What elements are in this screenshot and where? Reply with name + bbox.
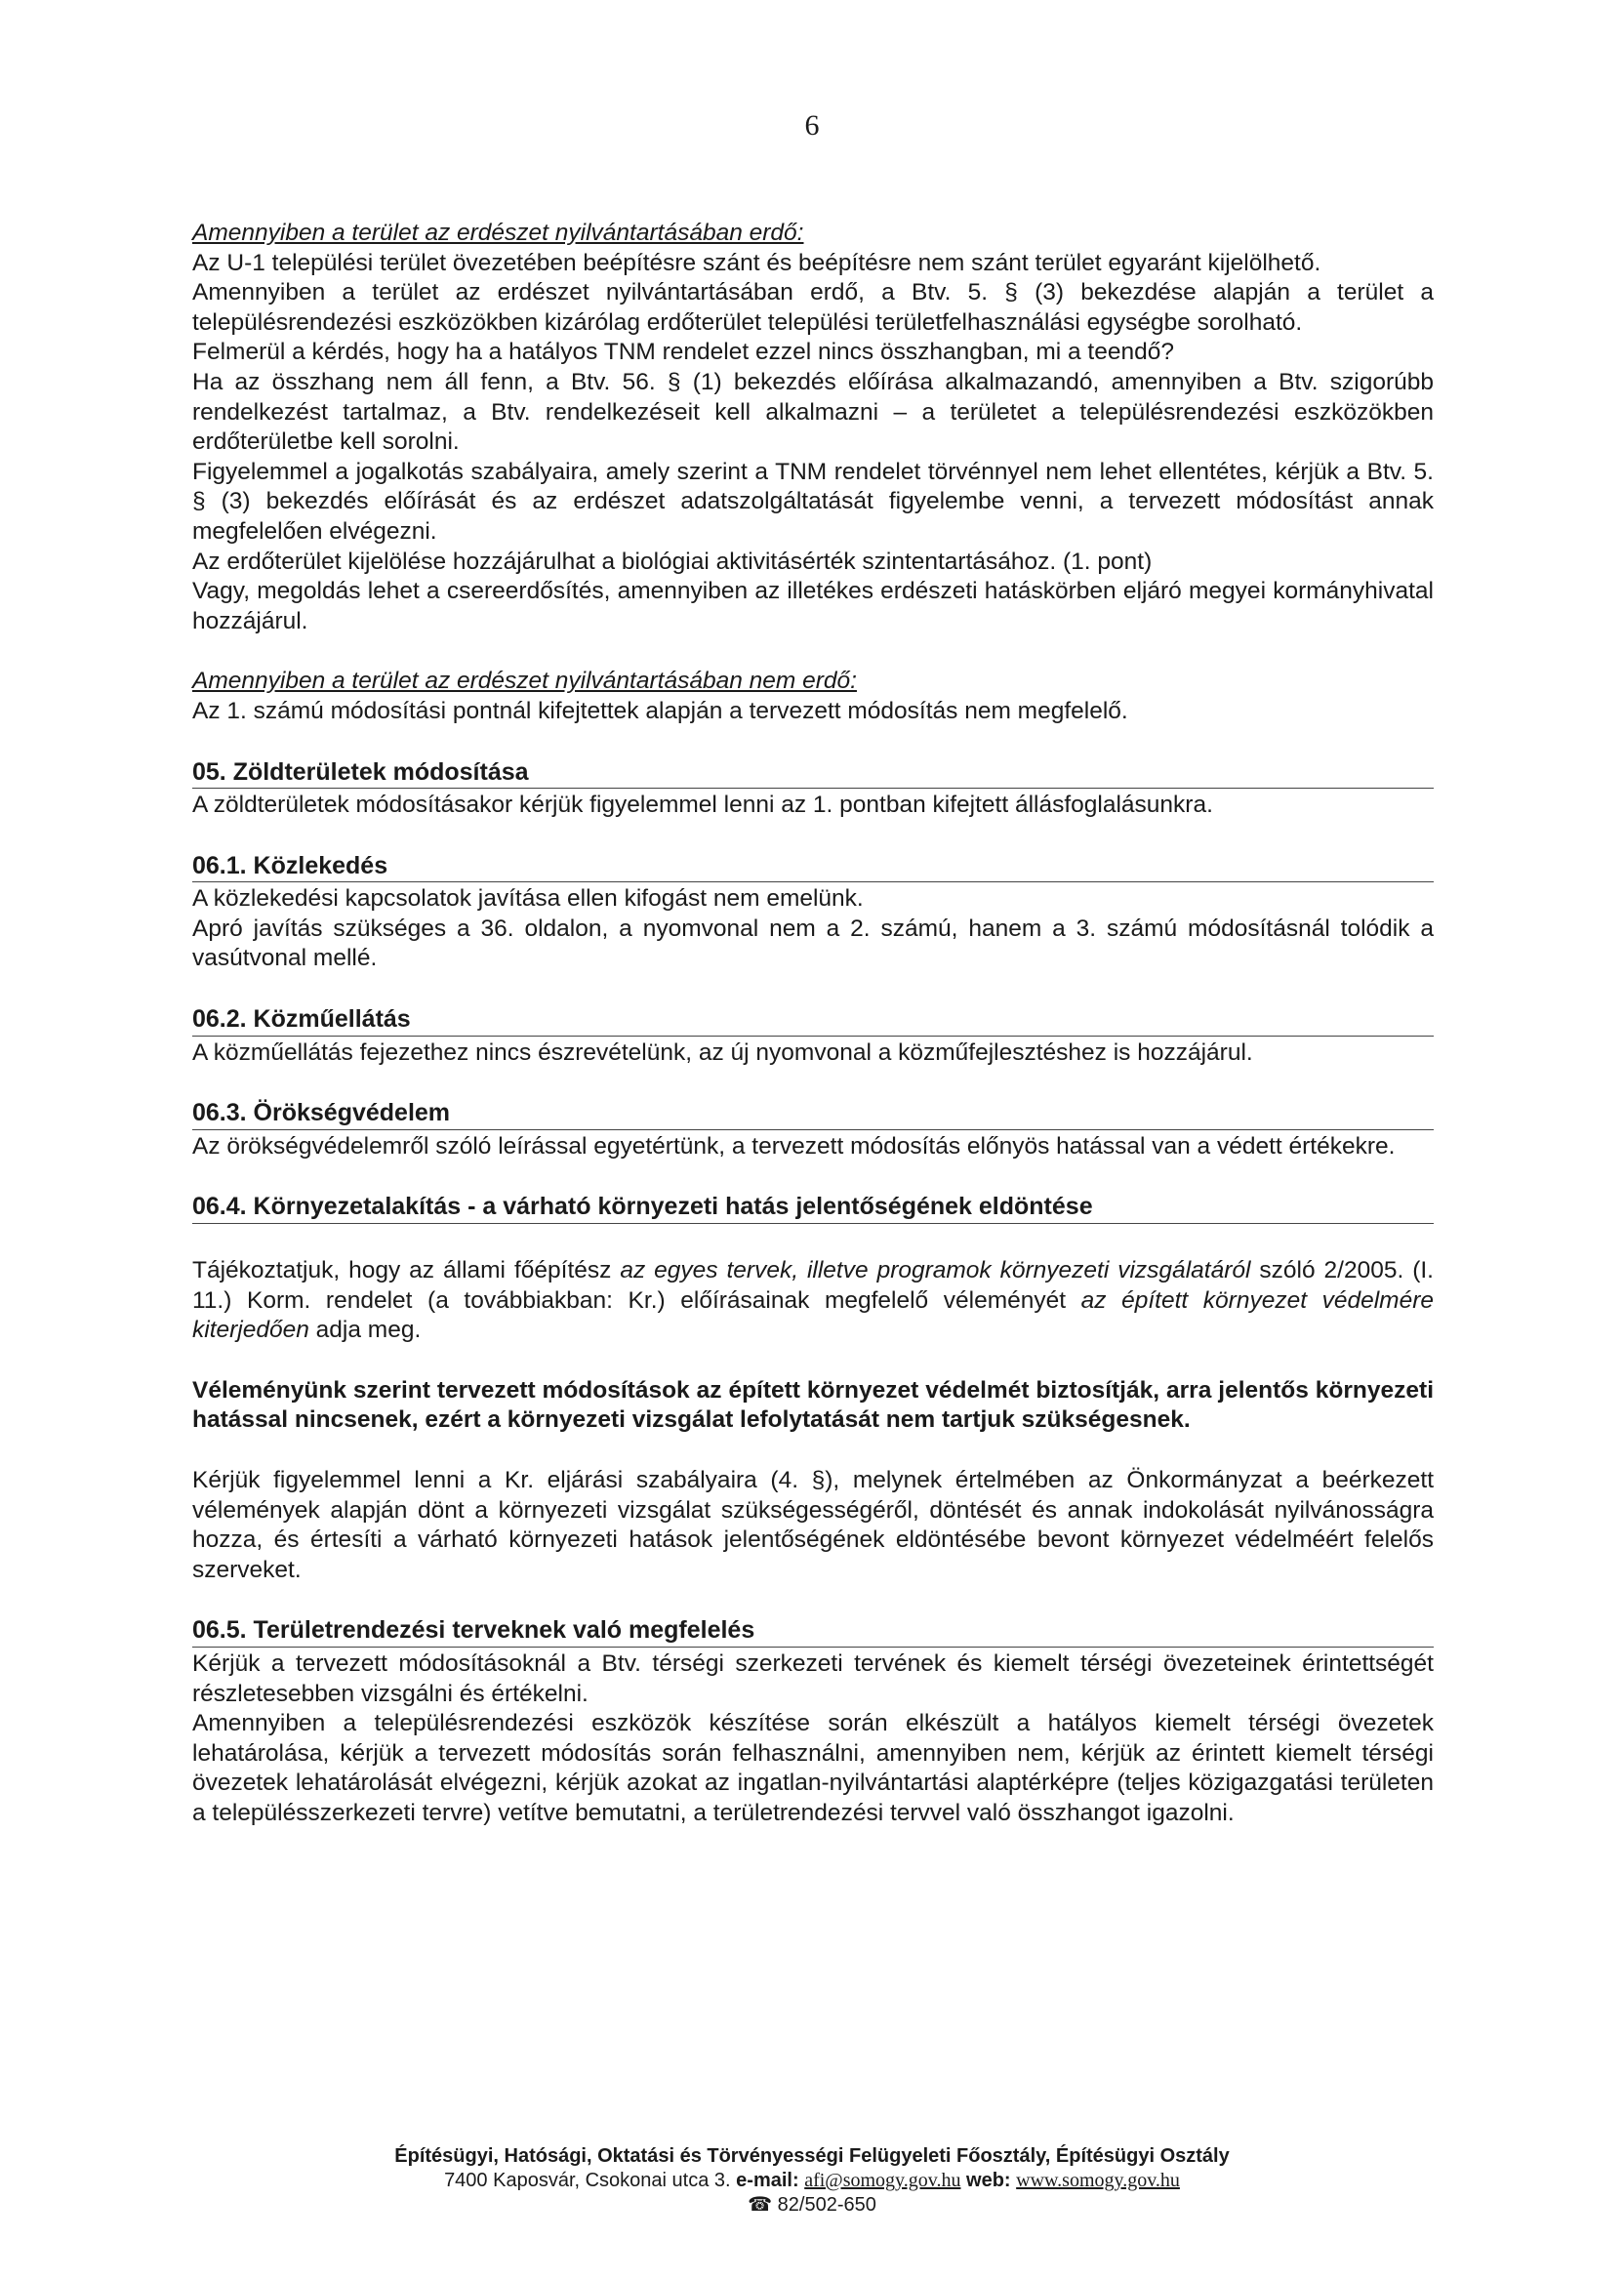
paragraph: Amennyiben a településrendezési eszközök készítése során elkészült a hatályos kiemelt térségi övezetek lehatárolása, kérjük a tervezett módosítás során felhasználni, amennyiben nem, kérjük az érintett kiemelt térségi övezetek lehatárolását elvégezni, kérjük azokat az ingatlan-nyilvántartási alaptérképre (teljes közigazgatási területen a településszerkezeti tervre) vetítve bemutatni, a területrendezési tervvel való összhangot igazolni. [192,1710,1434,1826]
section-06-5-heading: 06.5. Területrendezési terveknek való megfelelés [192,1615,1434,1648]
section-05-heading: 05. Zöldterületek módosítása [192,757,1434,790]
section-06-4-heading: 06.4. Környezetalakítás - a várható környezeti hatás jelentőségének eldöntése [192,1192,1434,1224]
paragraph: Felmerül a kérdés, hogy ha a hatályos TNM rendelet ezzel nincs összhangban, mi a teendő? [192,339,1174,366]
paragraph: Kérjük figyelemmel lenni a Kr. eljárási szabályaira (4. §), melynek értelmében az Önkormányzat a beérkezett vélemények alapján dönt a környezeti vizsgálat szükségességéről, döntését és annak indokolását nyilvánosságra hozza, és értesíti a várható környezeti hatások jelentőségének eldöntésébe bevont környezet védelméért felelős szerveket. [192,1467,1434,1583]
page-number: 6 [804,109,820,142]
paragraph: Az U-1 települési terület övezetében beépítésre szánt és beépítésre nem szánt terület egyaránt kijelölhető. [192,249,1321,276]
email-link[interactable]: afi@somogy.gov.hu [804,2170,961,2191]
paragraph: Az 1. számú módosítási pontnál kifejtettek alapján a tervezett módosítás nem megfelelő. [192,697,1128,724]
section-06-3-heading: 06.3. Örökségvédelem [192,1098,1434,1130]
footer-department: Építésügyi, Hatósági, Oktatási és Törvényességi Felügyeleti Főosztály, Építésügyi Osztály [394,2145,1230,2167]
footer [0,2144,1624,2218]
phone-icon: ☎ [748,2194,773,2216]
paragraph: Tájékoztatjuk, hogy az állami főépítész az egyes tervek, illetve programok környezeti vizsgálatáról szóló 2/2005. (I. 11.) Korm. rendelet (a továbbiakban: Kr.) előírásainak megfelelő véleményét az épített környezet védelmére kiterjedően adja meg. [192,1257,1435,1344]
opinion-paragraph: Véleményünk szerint tervezett módosítások az épített környezet védelmét biztosítják, arra jelentős környezeti hatással nincsenek, ezért a környezeti vizsgálat lefolytatását nem tartjuk szükségesnek. [192,1376,1434,1434]
footer-contact: 7400 Kaposvár, Csokonai utca 3. e-mail: afi@somogy.gov.hu web: www.somogy.gov.hu [444,2170,1180,2191]
paragraph: Az erdőterület kijelölése hozzájárulhat a biológiai aktivitásérték szintentartásához. (1. pont) [192,548,1153,575]
paragraph: Ha az összhang nem áll fenn, a Btv. 56. § (1) bekezdés előírása alkalmazandó, amennyiben a Btv. szigorúbb rendelkezést tartalmaz, a Btv. rendelkezéseit kell alkalmazni – a területet a településrendezési eszközökben erdőterületbe kell sorolni. [192,368,1434,456]
paragraph: A közműellátás fejezethez nincs észrevételünk, az új nyomvonal a közműfejlesztéshez is hozzájárul. [192,1038,1253,1066]
paragraph: Kérjük a tervezett módosításoknál a Btv. térségi szerkezeti tervének és kiemelt térségi övezeteinek érintettségét részletesebben vizsgálni és értékelni. [192,1649,1434,1707]
section-06-2-heading: 06.2. Közműellátás [192,1004,1434,1037]
paragraph: Amennyiben a terület az erdészet nyilvántartásában erdő, a Btv. 5. § (3) bekezdése alapján a terület a településrendezési eszközökben kizárólag erdőterület települési területfelhasználási egységbe sorolható. [192,279,1434,336]
paragraph: Apró javítás szükséges a 36. oldalon, a nyomvonal nem a 2. számú, hanem a 3. számú módosításnál tolódik a vasútvonal mellé. [192,915,1434,972]
document-body [192,219,1434,1829]
paragraph: Vagy, megoldás lehet a csereerdősítés, amennyiben az illetékes erdészeti hatáskörben eljáró megyei kormányhivatal hozzájárul. [192,578,1434,634]
erdo-heading: Amennyiben a terület az erdészet nyilvántartásában erdő: [192,220,804,246]
section-06-1-heading: 06.1. Közlekedés [192,851,1434,883]
paragraph: Figyelemmel a jogalkotás szabályaira, amely szerint a TNM rendelet törvénnyel nem lehet ellentétes, kérjük a Btv. 5. § (3) bekezdés előírását és az erdészet adatszolgáltatását figyelembe venni, a tervezett módosítást annak megfelelően elvégezni. [192,458,1434,545]
footer-phone: ☎ 82/502-650 [748,2194,876,2216]
paragraph: Az örökségvédelemről szóló leírással egyetértünk, a tervezett módosítás előnyös hatással van a védett értékekre. [192,1132,1396,1160]
web-link[interactable]: www.somogy.gov.hu [1016,2170,1180,2191]
nem-erdo-heading: Amennyiben a terület az erdészet nyilvántartásában nem erdő: [192,668,857,695]
paragraph: A közlekedési kapcsolatok javítása ellen kifogást nem emelünk. [192,885,864,913]
paragraph: A zöldterületek módosításakor kérjük figyelemmel lenni az 1. pontban kifejtett állásfoglalásunkra. [192,792,1213,819]
